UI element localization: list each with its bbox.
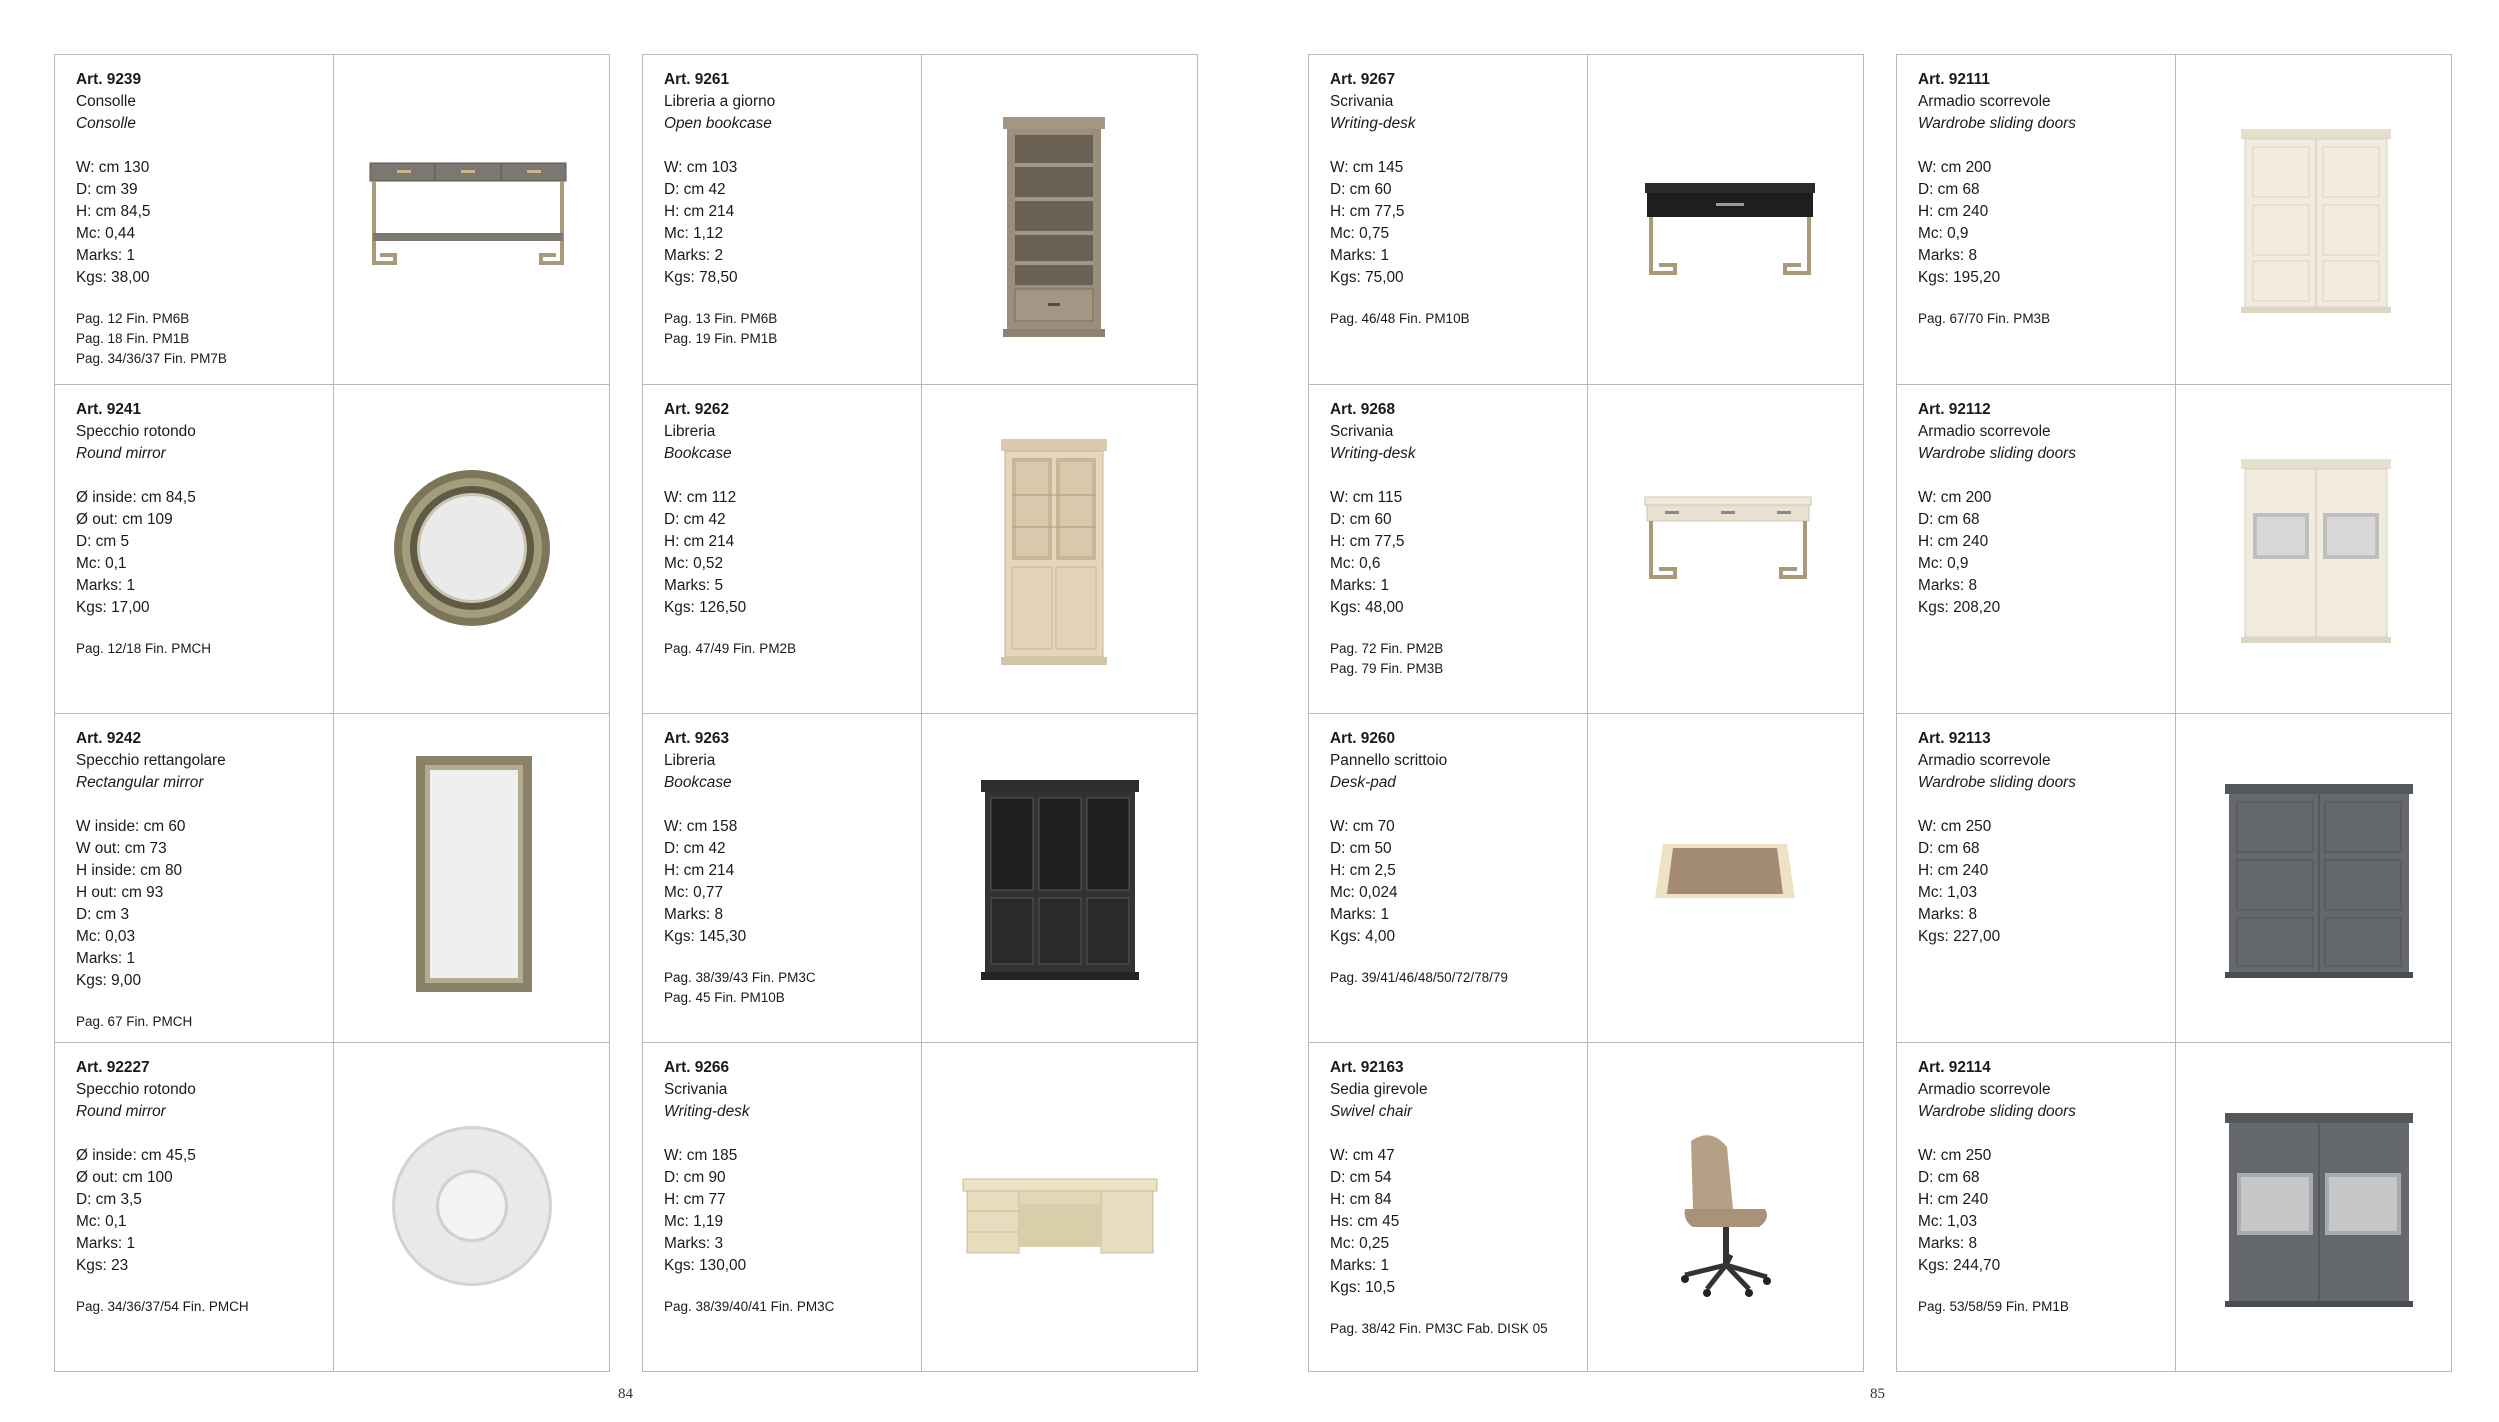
product-name-english: Round mirror [76,1103,166,1120]
spec-line: Marks: 8 [664,906,724,923]
cell-divider [1587,1043,1588,1371]
spec-line: D: cm 5 [76,533,130,550]
cell-divider [333,714,334,1042]
product-info [664,399,919,659]
round-mirror-white-image [335,1043,609,1371]
article-number: Art. 9242 [76,730,142,747]
spec-line: H: cm 240 [1918,1191,1989,1208]
product-name-italian: Pannello scrittoio [1330,752,1448,769]
page-reference: Pag. 19 Fin. PM1B [664,331,778,346]
article-number: Art. 92163 [1330,1059,1404,1076]
product-card [1897,55,2451,384]
product-name-italian: Specchio rettangolare [76,752,226,769]
product-card [1309,55,1863,384]
cell-divider [1587,714,1588,1042]
spec-line: Mc: 0,77 [664,884,724,901]
cell-divider [2175,714,2176,1042]
spec-line: Marks: 8 [1918,1235,1978,1252]
cell-divider [333,55,334,384]
article-number: Art. 9266 [664,1059,730,1076]
spec-line: Marks: 1 [76,577,136,594]
spec-line: Ø out: cm 109 [76,511,173,528]
article-number: Art. 92111 [1918,71,1990,88]
cell-divider [2175,385,2176,713]
article-number: Art. 9262 [664,401,730,418]
spec-line: Kgs: 244,70 [1918,1257,2001,1274]
product-info [1330,728,1585,988]
product-card [643,55,1197,384]
product-name-english: Round mirror [76,445,166,462]
cell-divider [2175,1043,2176,1371]
product-info [76,728,331,1032]
product-name-english: Wardrobe sliding doors [1918,445,2076,462]
page-reference: Pag. 18 Fin. PM1B [76,331,190,346]
desk-black-image [1589,55,1863,383]
wardrobe-grey-image [2177,714,2451,1042]
spec-line: H: cm 84,5 [76,203,151,220]
spec-line: Marks: 1 [1330,906,1390,923]
spec-line: Marks: 1 [1330,247,1390,264]
product-card [1897,1042,2451,1371]
spec-line: D: cm 90 [664,1169,726,1186]
spec-line: Mc: 0,25 [1330,1235,1390,1252]
cell-divider [333,1043,334,1371]
spec-line: H out: cm 93 [76,884,164,901]
spec-line: Ø inside: cm 84,5 [76,489,196,506]
spec-line: W: cm 145 [1330,159,1404,176]
product-info [76,399,331,659]
spec-line: Kgs: 17,00 [76,599,150,616]
product-name-italian: Armadio scorrevole [1918,752,2051,769]
spec-line: W out: cm 73 [76,840,167,857]
spec-line: Marks: 8 [1918,577,1978,594]
spec-line: Mc: 1,03 [1918,884,1978,901]
product-info [76,69,331,369]
page-number: 84 [618,1386,633,1402]
spec-line: D: cm 60 [1330,511,1392,528]
spec-line: Kgs: 4,00 [1330,928,1396,945]
product-name-english: Bookcase [664,445,732,462]
spec-line: D: cm 3,5 [76,1191,142,1208]
page-reference: Pag. 39/41/46/48/50/72/78/79 [1330,970,1508,985]
spec-line: H: cm 2,5 [1330,862,1396,879]
product-name-italian: Scrivania [664,1081,728,1098]
product-info [1918,69,2173,329]
spec-line: H: cm 240 [1918,203,1989,220]
page-reference: Pag. 67/70 Fin. PM3B [1918,311,2051,326]
spec-line: W: cm 47 [1330,1147,1395,1164]
spec-line: Kgs: 130,00 [664,1257,747,1274]
swivel-chair-image [1589,1043,1863,1371]
article-number: Art. 92113 [1918,730,1991,747]
product-card [1897,384,2451,713]
article-number: Art. 9241 [76,401,142,418]
cell-divider [1587,385,1588,713]
product-name-english: Open bookcase [664,115,772,132]
spec-line: D: cm 42 [664,840,726,857]
spec-line: W: cm 112 [664,489,737,506]
spec-line: Marks: 1 [76,1235,136,1252]
spec-line: D: cm 68 [1918,840,1980,857]
spec-line: Kgs: 75,00 [1330,269,1404,286]
spec-line: Marks: 3 [664,1235,724,1252]
product-name-english: Wardrobe sliding doors [1918,115,2076,132]
product-grid-column [54,54,610,1372]
spec-line: Kgs: 78,50 [664,269,738,286]
product-info [1330,1057,1585,1339]
product-card [643,1042,1197,1371]
article-number: Art. 9268 [1330,401,1396,418]
spec-line: Marks: 1 [1330,1257,1390,1274]
cell-divider [2175,55,2176,384]
spec-line: W: cm 115 [1330,489,1403,506]
spec-line: H: cm 84 [1330,1191,1392,1208]
spec-line: H: cm 77,5 [1330,203,1405,220]
product-card [55,713,609,1042]
spec-line: Marks: 1 [76,247,136,264]
page-reference: Pag. 38/39/40/41 Fin. PM3C [664,1299,835,1314]
product-card [643,713,1197,1042]
product-name-italian: Libreria [664,423,716,440]
spec-line: H: cm 77,5 [1330,533,1405,550]
product-name-italian: Armadio scorrevole [1918,423,2051,440]
spec-line: Kgs: 195,20 [1918,269,2001,286]
wardrobe-grey-mirror-image [2177,1043,2451,1371]
article-number: Art. 92112 [1918,401,1991,418]
spec-line: Mc: 0,024 [1330,884,1398,901]
spec-line: D: cm 39 [76,181,138,198]
page-reference: Pag. 47/49 Fin. PM2B [664,641,797,656]
product-name-english: Writing-desk [1330,445,1416,462]
page-reference: Pag. 53/58/59 Fin. PM1B [1918,1299,2069,1314]
product-name-english: Rectangular mirror [76,774,204,791]
spec-line: Marks: 8 [1918,247,1978,264]
wardrobe-cream-image [2177,55,2451,383]
page-reference: Pag. 38/42 Fin. PM3C Fab. DISK 05 [1330,1321,1548,1336]
spec-line: H: cm 77 [664,1191,726,1208]
product-name-english: Consolle [76,115,136,132]
product-grid-column [1896,54,2452,1372]
page-reference: Pag. 12 Fin. PM6B [76,311,190,326]
product-grid-column [1308,54,1864,1372]
spec-line: D: cm 68 [1918,181,1980,198]
spec-line: W: cm 70 [1330,818,1395,835]
wardrobe-cream-mirror-image [2177,385,2451,713]
product-card [55,55,609,384]
spec-line: D: cm 68 [1918,1169,1980,1186]
spec-line: Mc: 0,6 [1330,555,1381,572]
spec-line: H: cm 214 [664,533,735,550]
spec-line: Mc: 0,52 [664,555,724,572]
pedestal-desk-image [923,1043,1197,1371]
product-info [1918,399,2173,619]
cell-divider [921,1043,922,1371]
product-name-english: Wardrobe sliding doors [1918,1103,2076,1120]
bookcase-cream-image [923,385,1197,713]
product-info [1918,1057,2173,1317]
article-number: Art. 9261 [664,71,730,88]
spec-line: Kgs: 126,50 [664,599,747,616]
bookcase-dark-image [923,714,1197,1042]
spec-line: W: cm 103 [664,159,738,176]
product-name-english: Writing-desk [664,1103,750,1120]
console-table-image [335,55,609,383]
desk-pad-image [1589,714,1863,1042]
page-reference: Pag. 46/48 Fin. PM10B [1330,311,1470,326]
product-card [55,384,609,713]
product-card [643,384,1197,713]
page-reference: Pag. 67 Fin. PMCH [76,1014,193,1029]
spec-line: Kgs: 227,00 [1918,928,2001,945]
spec-line: D: cm 42 [664,511,726,528]
article-number: Art. 9260 [1330,730,1396,747]
desk-cream-image [1589,385,1863,713]
page-reference: Pag. 34/36/37/54 Fin. PMCH [76,1299,249,1314]
spec-line: Ø inside: cm 45,5 [76,1147,196,1164]
product-name-italian: Scrivania [1330,423,1394,440]
spec-line: Kgs: 9,00 [76,972,142,989]
spec-line: W: cm 200 [1918,159,1992,176]
product-name-italian: Specchio rotondo [76,423,196,440]
spec-line: W: cm 130 [76,159,150,176]
spec-line: Kgs: 10,5 [1330,1279,1396,1296]
spec-line: Marks: 8 [1918,906,1978,923]
cell-divider [333,385,334,713]
product-name-italian: Libreria a giorno [664,93,776,110]
spec-line: H: cm 214 [664,862,735,879]
page-reference: Pag. 72 Fin. PM2B [1330,641,1444,656]
page-reference: Pag. 34/36/37 Fin. PM7B [76,351,227,366]
product-info [76,1057,331,1317]
page-number: 85 [1870,1386,1885,1402]
product-info [1330,399,1585,679]
cell-divider [1587,55,1588,384]
spec-line: Marks: 5 [664,577,724,594]
spec-line: H inside: cm 80 [76,862,183,879]
product-info [664,728,919,1008]
spec-line: W: cm 250 [1918,818,1992,835]
article-number: Art. 9263 [664,730,730,747]
page-reference: Pag. 13 Fin. PM6B [664,311,778,326]
spec-line: D: cm 42 [664,181,726,198]
spec-line: Mc: 0,75 [1330,225,1390,242]
spec-line: Hs: cm 45 [1330,1213,1400,1230]
spec-line: D: cm 50 [1330,840,1392,857]
product-name-english: Wardrobe sliding doors [1918,774,2076,791]
product-name-english: Swivel chair [1330,1103,1413,1120]
spec-line: D: cm 68 [1918,511,1980,528]
spec-line: Kgs: 48,00 [1330,599,1404,616]
spec-line: Mc: 1,12 [664,225,724,242]
spec-line: Mc: 0,1 [76,1213,127,1230]
cell-divider [921,55,922,384]
product-name-english: Desk-pad [1330,774,1396,791]
cell-divider [921,714,922,1042]
spec-line: D: cm 3 [76,906,130,923]
spec-line: Ø out: cm 100 [76,1169,173,1186]
page-reference: Pag. 79 Fin. PM3B [1330,661,1444,676]
page-reference: Pag. 45 Fin. PM10B [664,990,785,1005]
product-name-italian: Scrivania [1330,93,1394,110]
spec-line: Kgs: 208,20 [1918,599,2001,616]
page-reference: Pag. 38/39/43 Fin. PM3C [664,970,816,985]
spec-line: W: cm 185 [664,1147,738,1164]
product-card [55,1042,609,1371]
article-number: Art. 9239 [76,71,142,88]
product-name-italian: Armadio scorrevole [1918,1081,2051,1098]
spec-line: Marks: 1 [1330,577,1390,594]
spec-line: Mc: 0,44 [76,225,136,242]
product-name-italian: Consolle [76,93,136,110]
product-name-english: Bookcase [664,774,732,791]
spec-line: Mc: 0,9 [1918,225,1969,242]
spec-line: W: cm 200 [1918,489,1992,506]
product-name-italian: Armadio scorrevole [1918,93,2051,110]
product-card [1309,384,1863,713]
spec-line: Mc: 0,03 [76,928,136,945]
spec-line: H: cm 240 [1918,862,1989,879]
product-card [1897,713,2451,1042]
spec-line: W: cm 158 [664,818,738,835]
product-info [664,69,919,349]
spec-line: Mc: 0,1 [76,555,127,572]
spec-line: Kgs: 145,30 [664,928,747,945]
spec-line: W inside: cm 60 [76,818,186,835]
spec-line: Kgs: 23 [76,1257,129,1274]
article-number: Art. 92114 [1918,1059,1991,1076]
spec-line: Mc: 1,19 [664,1213,724,1230]
product-info [664,1057,919,1317]
spec-line: Marks: 2 [664,247,724,264]
product-name-italian: Specchio rotondo [76,1081,196,1098]
spec-line: W: cm 250 [1918,1147,1992,1164]
article-number: Art. 9267 [1330,71,1396,88]
spec-line: Marks: 1 [76,950,136,967]
open-bookcase-image [923,55,1197,383]
spec-line: D: cm 60 [1330,181,1392,198]
product-info [1918,728,2173,948]
cell-divider [921,385,922,713]
round-mirror-bronze-image [335,385,609,713]
page-reference: Pag. 12/18 Fin. PMCH [76,641,212,656]
product-name-italian: Libreria [664,752,716,769]
article-number: Art. 92227 [76,1059,150,1076]
spec-line: D: cm 54 [1330,1169,1392,1186]
spec-line: Mc: 0,9 [1918,555,1969,572]
product-name-english: Writing-desk [1330,115,1416,132]
spec-line: Kgs: 38,00 [76,269,150,286]
product-info [1330,69,1585,329]
spec-line: H: cm 214 [664,203,735,220]
spec-line: Mc: 1,03 [1918,1213,1978,1230]
product-name-italian: Sedia girevole [1330,1081,1428,1098]
spec-line: H: cm 240 [1918,533,1989,550]
rectangular-mirror-image [335,714,609,1042]
product-card [1309,713,1863,1042]
product-grid-column [642,54,1198,1372]
product-card [1309,1042,1863,1371]
